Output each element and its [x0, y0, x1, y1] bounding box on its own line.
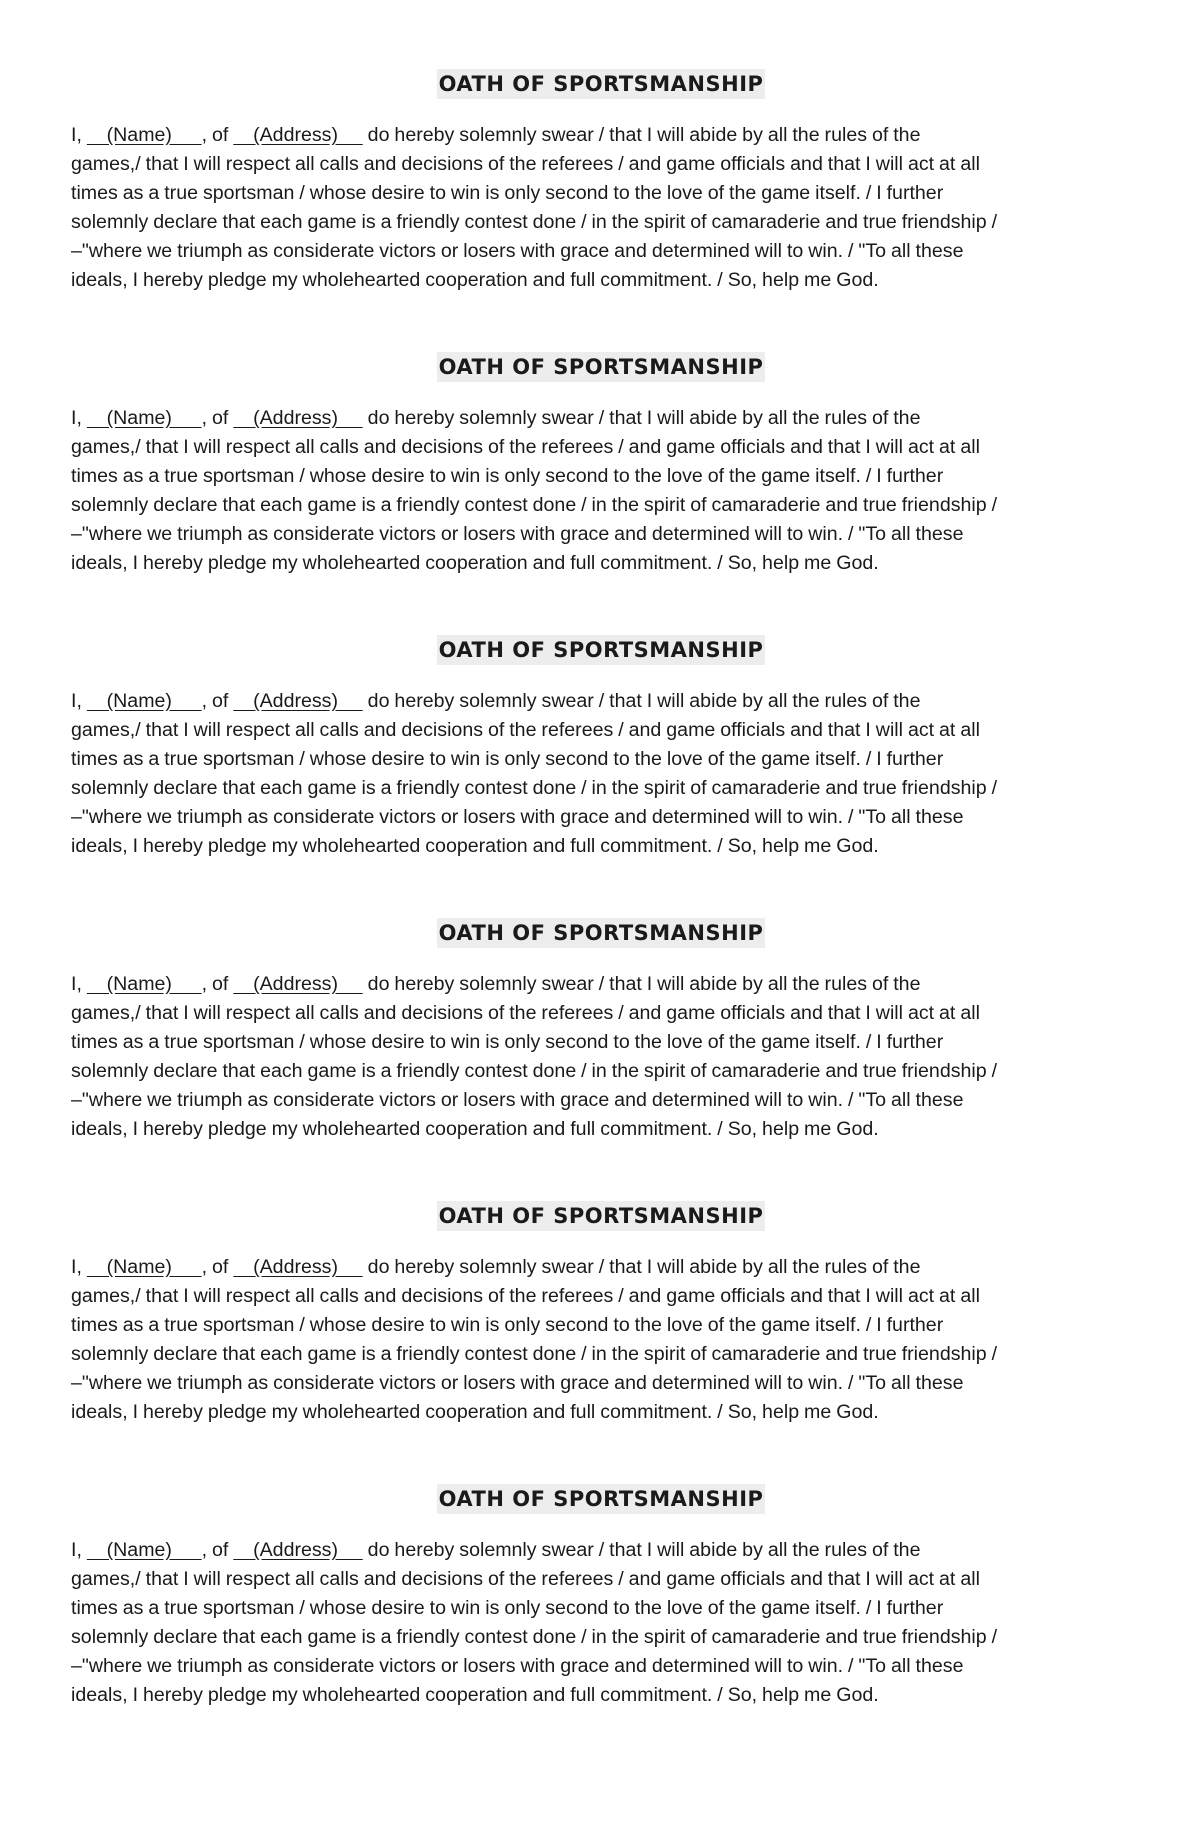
oath-opening: I,	[71, 1256, 87, 1278]
oath-line-1	[71, 970, 1131, 999]
address-blank: (Address)	[233, 124, 363, 146]
oath-title-text: OATH OF SPORTSMANSHIP	[437, 352, 766, 382]
oath-body	[71, 121, 1131, 294]
address-blank: (Address)	[233, 1539, 363, 1561]
oath-title	[71, 1484, 1131, 1514]
oath-title-text: OATH OF SPORTSMANSHIP	[437, 918, 766, 948]
oath-body	[71, 687, 1131, 860]
oath-line-1	[71, 1253, 1131, 1282]
oath-line-1-rest: do hereby solemnly swear / that I will abide by all the rules of the	[362, 690, 921, 712]
oath-title	[71, 635, 1131, 665]
oath-opening: I,	[71, 1539, 87, 1561]
name-blank: (Name)	[86, 973, 202, 995]
comma-of: , of	[201, 973, 234, 995]
oath-line-6: ideals, I hereby pledge my wholehearted cooperation and full commitment. / So, help me God.	[71, 268, 879, 291]
oath-block	[71, 352, 1131, 577]
oath-line-2: games,/ that I will respect all calls and decisions of the referees / and game officials and that I will act at all	[71, 1001, 980, 1024]
oath-line-1-rest: do hereby solemnly swear / that I will abide by all the rules of the	[362, 407, 921, 429]
address-blank: (Address)	[233, 1256, 363, 1278]
address-blank: (Address)	[233, 407, 363, 429]
oath-line-2: games,/ that I will respect all calls and decisions of the referees / and game officials and that I will act at all	[71, 435, 980, 458]
oath-line-1	[71, 1536, 1131, 1565]
oath-line-3: times as a true sportsman / whose desire to win is only second to the love of the game itself. / I further	[71, 747, 944, 770]
oath-line-2: games,/ that I will respect all calls and decisions of the referees / and game officials and that I will act at all	[71, 152, 980, 175]
oath-line-2: games,/ that I will respect all calls and decisions of the referees / and game officials and that I will act at all	[71, 1284, 980, 1307]
oath-line-6: ideals, I hereby pledge my wholehearted cooperation and full commitment. / So, help me God.	[71, 1400, 879, 1423]
oath-line-1	[71, 687, 1131, 716]
oath-title	[71, 918, 1131, 948]
oath-line-6: ideals, I hereby pledge my wholehearted cooperation and full commitment. / So, help me God.	[71, 1117, 879, 1140]
oath-line-4: solemnly declare that each game is a friendly contest done / in the spirit of camaraderie and true friendship /	[71, 1059, 998, 1082]
oath-block	[71, 69, 1131, 294]
oath-block	[71, 1201, 1131, 1426]
oath-line-2: games,/ that I will respect all calls and decisions of the referees / and game officials and that I will act at all	[71, 718, 980, 741]
oath-line-5: –"where we triumph as considerate victors or losers with grace and determined will to win. / "To all these	[71, 805, 964, 828]
oath-title-text: OATH OF SPORTSMANSHIP	[437, 635, 766, 665]
oath-line-3: times as a true sportsman / whose desire to win is only second to the love of the game itself. / I further	[71, 464, 944, 487]
oath-line-6: ideals, I hereby pledge my wholehearted cooperation and full commitment. / So, help me God.	[71, 834, 879, 857]
oath-block	[71, 918, 1131, 1143]
oath-title	[71, 69, 1131, 99]
oath-line-1	[71, 404, 1131, 433]
comma-of: , of	[201, 407, 234, 429]
name-blank: (Name)	[86, 1539, 202, 1561]
oath-line-5: –"where we triumph as considerate victors or losers with grace and determined will to win. / "To all these	[71, 1088, 964, 1111]
oath-line-4: solemnly declare that each game is a friendly contest done / in the spirit of camaraderie and true friendship /	[71, 1625, 998, 1648]
oath-line-3: times as a true sportsman / whose desire to win is only second to the love of the game itself. / I further	[71, 1596, 944, 1619]
oath-line-2: games,/ that I will respect all calls and decisions of the referees / and game officials and that I will act at all	[71, 1567, 980, 1590]
oath-body	[71, 970, 1131, 1143]
comma-of: , of	[201, 124, 234, 146]
oath-line-1-rest: do hereby solemnly swear / that I will abide by all the rules of the	[362, 1539, 921, 1561]
comma-of: , of	[201, 1256, 234, 1278]
oath-line-5: –"where we triumph as considerate victors or losers with grace and determined will to win. / "To all these	[71, 1654, 964, 1677]
comma-of: , of	[201, 1539, 234, 1561]
oath-title-text: OATH OF SPORTSMANSHIP	[437, 69, 766, 99]
oath-line-6: ideals, I hereby pledge my wholehearted cooperation and full commitment. / So, help me God.	[71, 551, 879, 574]
oath-line-5: –"where we triumph as considerate victors or losers with grace and determined will to win. / "To all these	[71, 1371, 964, 1394]
oath-block	[71, 635, 1131, 860]
oath-line-3: times as a true sportsman / whose desire to win is only second to the love of the game itself. / I further	[71, 1313, 944, 1336]
address-blank: (Address)	[233, 973, 363, 995]
oath-opening: I,	[71, 973, 87, 995]
oath-line-1-rest: do hereby solemnly swear / that I will abide by all the rules of the	[362, 1256, 921, 1278]
oath-title	[71, 352, 1131, 382]
oath-line-6: ideals, I hereby pledge my wholehearted cooperation and full commitment. / So, help me God.	[71, 1683, 879, 1706]
oath-opening: I,	[71, 690, 87, 712]
oath-line-1-rest: do hereby solemnly swear / that I will abide by all the rules of the	[362, 973, 921, 995]
oath-title-text: OATH OF SPORTSMANSHIP	[437, 1484, 766, 1514]
oath-line-4: solemnly declare that each game is a friendly contest done / in the spirit of camaraderie and true friendship /	[71, 493, 998, 516]
oath-title-text: OATH OF SPORTSMANSHIP	[437, 1201, 766, 1231]
name-blank: (Name)	[86, 407, 202, 429]
name-blank: (Name)	[86, 124, 202, 146]
oath-line-4: solemnly declare that each game is a friendly contest done / in the spirit of camaraderie and true friendship /	[71, 1342, 998, 1365]
oath-line-4: solemnly declare that each game is a friendly contest done / in the spirit of camaraderie and true friendship /	[71, 210, 998, 233]
oath-line-1-rest: do hereby solemnly swear / that I will abide by all the rules of the	[362, 124, 921, 146]
oath-line-1	[71, 121, 1131, 150]
oath-line-4: solemnly declare that each game is a friendly contest done / in the spirit of camaraderie and true friendship /	[71, 776, 998, 799]
oath-opening: I,	[71, 124, 87, 146]
comma-of: , of	[201, 690, 234, 712]
oath-block	[71, 1484, 1131, 1709]
oath-line-5: –"where we triumph as considerate victors or losers with grace and determined will to win. / "To all these	[71, 522, 964, 545]
oath-title	[71, 1201, 1131, 1231]
address-blank: (Address)	[233, 690, 363, 712]
oath-line-5: –"where we triumph as considerate victors or losers with grace and determined will to win. / "To all these	[71, 239, 964, 262]
oath-line-3: times as a true sportsman / whose desire to win is only second to the love of the game itself. / I further	[71, 1030, 944, 1053]
oath-line-3: times as a true sportsman / whose desire to win is only second to the love of the game itself. / I further	[71, 181, 944, 204]
oath-body	[71, 1536, 1131, 1709]
oath-opening: I,	[71, 407, 87, 429]
oath-body	[71, 1253, 1131, 1426]
name-blank: (Name)	[86, 1256, 202, 1278]
oath-body	[71, 404, 1131, 577]
name-blank: (Name)	[86, 690, 202, 712]
